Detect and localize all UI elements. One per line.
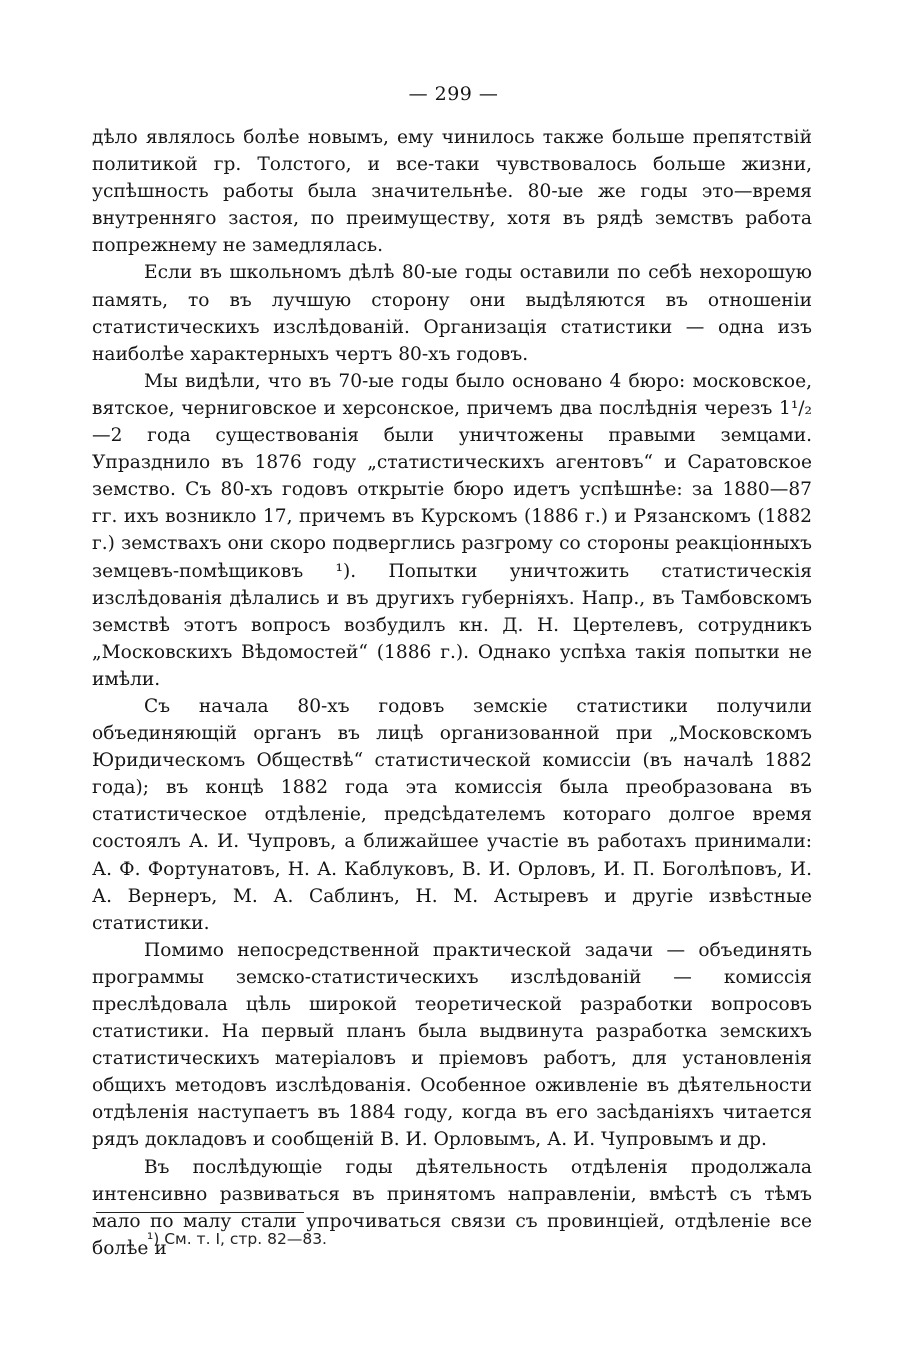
paragraph-3: Мы видѣли, что въ 70-ые годы было основано 4 бюро: московское, вятское, черниговское и херсонское, причемъ два послѣднія черезъ 1¹/₂—2 года существованія были уничтожены правыми земцами. Упразднило въ 1876 году „статистическихъ агентовъ“ и Саратовское земство. Съ 80-хъ годовъ открытіе бюро идетъ успѣшнѣе: за 1880—87 гг. ихъ возникло 17, причемъ въ Курскомъ (1886 г.) и Рязанскомъ (1882 г.) земствахъ они скоро подверглись разгрому со стороны реакціонныхъ земцевъ-помѣщиковъ ¹). Попытки уничтожить статистическія изслѣдованія дѣлались и въ другихъ губерніяхъ. Напр., въ Тамбовскомъ земствѣ этотъ вопросъ возбудилъ кн. Д. Н. Цертелевъ, сотрудникъ „Московскихъ Вѣдомостей“ (1886 г.). Однако успѣха такія попытки не имѣли. bbox=[92, 370, 812, 690]
footnote: ¹) См. т. I, стр. 82—83. bbox=[147, 1230, 327, 1248]
paragraph-4: Съ начала 80-хъ годовъ земскіе статистики получили объединяющій органъ въ лицѣ организованной при „Московскомъ Юридическомъ Обществѣ“ статистической комиссіи (въ началѣ 1882 года); въ концѣ 1882 года эта комиссія была преобразована въ статистическое отдѣленіе, предсѣдателемъ котораго долгое время состоялъ А. И. Чупровъ, а ближайшее участіе въ работахъ принимали: А. Ф. Фортунатовъ, Н. А. Каблуковъ, В. И. Орловъ, И. П. Боголѣповъ, И. А. Вернеръ, М. А. Саблинъ, Н. М. Астыревъ и другіе извѣстные статистики. bbox=[92, 695, 812, 934]
main-text bbox=[92, 124, 812, 1262]
paragraph-5: Помимо непосредственной практической задачи — объединять программы земско-статистическихъ изслѣдованій — комиссія преслѣдовала цѣль широкой теоретической разработки вопросовъ статистики. На первый планъ была выдвинута разработка земскихъ статистическихъ матеріаловъ и пріемовъ работъ, для установленія общихъ методовъ изслѣдованія. Особенное оживленіе въ дѣятельности отдѣленія наступаетъ въ 1884 году, когда въ его засѣданіяхъ читается рядъ докладовъ и сообщеній В. И. Орловымъ, А. И. Чупровымъ и др. bbox=[92, 939, 812, 1151]
paragraph-1: дѣло являлось болѣе новымъ, ему чинилось также больше препятствій политикой гр. Толстого, и все-таки чувствовалось больше жизни, успѣшность работы была значительнѣе. 80-ые же годы это—время внутренняго застоя, по преимуществу, хотя въ рядѣ земствъ работа попрежнему не замедлялась. bbox=[92, 127, 812, 257]
page-number: — 299 — bbox=[408, 83, 499, 105]
paragraph-6: Въ послѣдующіе годы дѣятельность отдѣленія продолжала интенсивно развиваться въ принятомъ направленіи, вмѣстѣ съ тѣмъ мало по малу стали упрочиваться связи съ провинціей, отдѣленіе все болѣе и bbox=[92, 1156, 812, 1259]
paragraph-2: Если въ школьномъ дѣлѣ 80-ые годы оставили по себѣ нехорошую память, то въ лучшую сторону они выдѣляются въ отношеніи статистическихъ изслѣдованій. Организація статистики — одна изъ наиболѣе характерныхъ чертъ 80-хъ годовъ. bbox=[92, 262, 812, 365]
footnote-divider bbox=[96, 1212, 304, 1213]
